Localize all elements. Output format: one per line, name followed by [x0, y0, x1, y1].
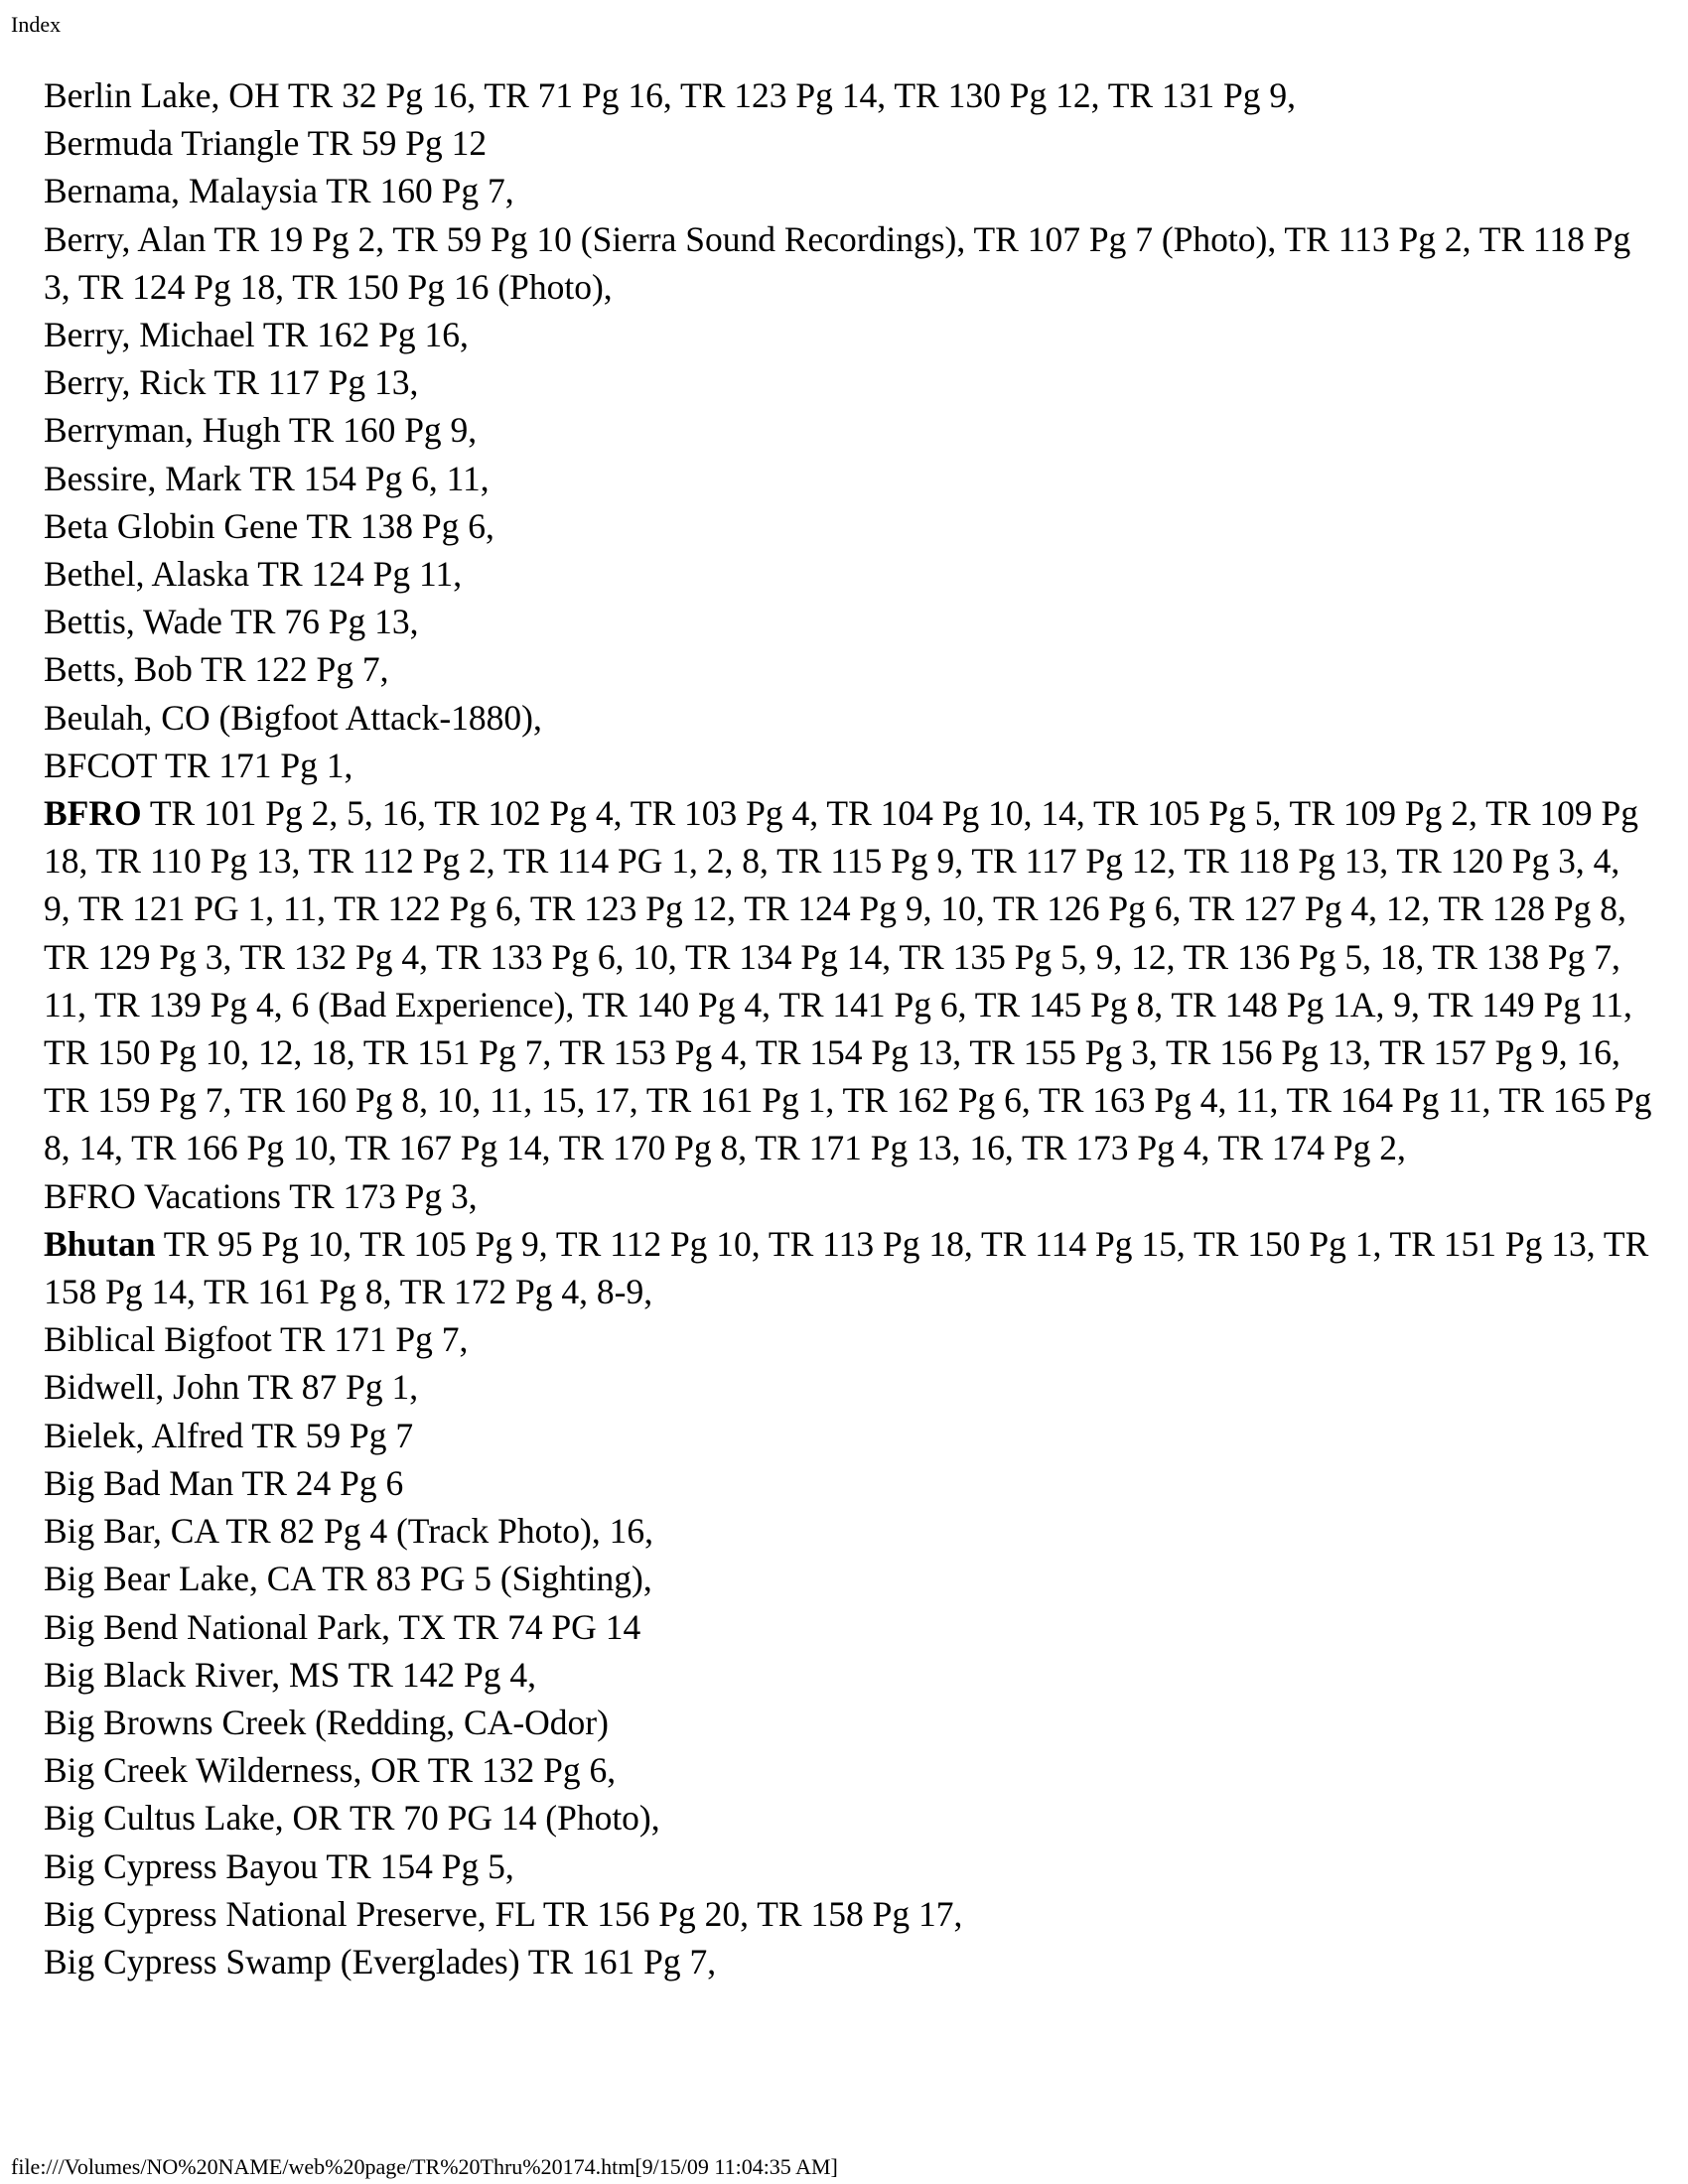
index-term: Berry, Rick	[44, 362, 207, 403]
index-entry	[44, 1843, 1652, 1890]
index-term: Bielek, Alfred	[44, 1415, 244, 1455]
index-references: TR 19 Pg 2, TR 59 Pg 10 (Sierra Sound Recordings), TR 107 Pg 7 (Photo), TR 113 Pg 2, TR 118 Pg 3, TR 124 Pg 18, TR 150 Pg 16 (Photo),	[44, 218, 1631, 307]
index-entry	[44, 789, 1652, 1172]
index-entry	[44, 311, 1652, 358]
index-term: Betts, Bob	[44, 649, 193, 690]
index-references: TR 154 Pg 5,	[318, 1845, 514, 1886]
index-term: Big Cypress National Preserve, FL	[44, 1893, 535, 1934]
index-entry	[44, 455, 1652, 502]
index-references: TR 101 Pg 2, 5, 16, TR 102 Pg 4, TR 103 Pg 4, TR 104 Pg 10, 14, TR 105 Pg 5, TR 109 Pg 2, TR 109 Pg 18, TR 110 Pg 13, TR 112 Pg 2, TR 114 PG 1, 2, 8, TR 115 Pg 9, TR 117 Pg 12, TR 118 Pg 13, TR 120 Pg 3, 4, 9, TR 121 PG 1, 11, TR 122 Pg 6, TR 123 Pg 12, TR 124 Pg 9, 10, TR 126 Pg 6, TR 127 Pg 4, 12, TR 128 Pg 8, TR 129 Pg 3, TR 132 Pg 4, TR 133 Pg 6, 10, TR 134 Pg 14, TR 135 Pg 5, 9, 12, TR 136 Pg 5, 18, TR 138 Pg 7, 11, TR 139 Pg 4, 6 (Bad Experience), TR 140 Pg 4, TR 141 Pg 6, TR 145 Pg 8, TR 148 Pg 1A, 9, TR 149 Pg 11, TR 150 Pg 10, 12, 18, TR 151 Pg 7, TR 153 Pg 4, TR 154 Pg 13, TR 155 Pg 3, TR 156 Pg 13, TR 157 Pg 9, 16, TR 159 Pg 7, TR 160 Pg 8, 10, 11, 15, 17, TR 161 Pg 1, TR 162 Pg 6, TR 163 Pg 4, 11, TR 164 Pg 11, TR 165 Pg 8, 14, TR 166 Pg 10, TR 167 Pg 14, TR 170 Pg 8, TR 171 Pg 13, 16, TR 173 Pg 4, TR 174 Pg 2,	[44, 793, 1652, 1168]
index-entry	[44, 1746, 1652, 1794]
index-references: TR 138 Pg 6,	[298, 505, 494, 546]
index-entry	[44, 1555, 1652, 1602]
index-references: TR 160 Pg 7,	[318, 171, 514, 211]
index-term: Bhutan	[44, 1223, 156, 1264]
index-term: BFCOT	[44, 745, 157, 785]
index-references: TR 32 Pg 16, TR 71 Pg 16, TR 123 Pg 14, TR 130 Pg 12, TR 131 Pg 9,	[279, 75, 1297, 115]
index-term: BFRO Vacations	[44, 1175, 281, 1216]
index-term: Bernama, Malaysia	[44, 171, 319, 211]
index-entry	[44, 1363, 1652, 1411]
index-references: TR 87 Pg 1,	[239, 1367, 419, 1408]
index-references: TR 82 Pg 4 (Track Photo), 16,	[217, 1511, 653, 1552]
index-references: TR 173 Pg 3,	[280, 1175, 478, 1216]
index-entry	[44, 1699, 1652, 1746]
index-references: TR 95 Pg 10, TR 105 Pg 9, TR 112 Pg 10, TR 113 Pg 18, TR 114 Pg 15, TR 150 Pg 1, TR 151 Pg 13, TR 158 Pg 14, TR 161 Pg 8, TR 172 Pg 4, 8-9,	[44, 1223, 1649, 1312]
index-entry	[44, 1315, 1652, 1363]
index-references: TR 160 Pg 9,	[280, 410, 478, 451]
index-references: TR 74 PG 14	[445, 1606, 641, 1647]
index-term: Big Creek Wilderness, OR	[44, 1750, 420, 1791]
index-entry	[44, 1459, 1652, 1507]
index-term: Bermuda Triangle	[44, 123, 300, 164]
index-references: TR 59 Pg 12	[299, 123, 488, 164]
index-term: Bettis, Wade	[44, 602, 222, 642]
index-term: Bidwell, John	[44, 1367, 240, 1408]
index-entry	[44, 694, 1652, 742]
index-references: TR 154 Pg 6, 11,	[241, 458, 490, 498]
index-entry	[44, 1651, 1652, 1699]
index-entry	[44, 1172, 1652, 1220]
index-entry	[44, 1938, 1652, 1985]
index-term: Biblical Bigfoot	[44, 1319, 272, 1360]
index-references: TR 132 Pg 6,	[419, 1750, 617, 1791]
index-references: TR 142 Pg 4,	[340, 1654, 536, 1695]
index-term: Berryman, Hugh	[44, 410, 281, 451]
index-term: Big Cypress Swamp (Everglades)	[44, 1941, 520, 1981]
index-entry	[44, 406, 1652, 454]
index-entry	[44, 502, 1652, 550]
index-entry	[44, 742, 1652, 789]
index-term: Big Bear Lake, CA	[44, 1559, 315, 1599]
index-references: TR 156 Pg 20, TR 158 Pg 17,	[534, 1893, 963, 1934]
index-entry	[44, 1890, 1652, 1938]
index-references: TR 122 Pg 7,	[192, 649, 389, 690]
index-term: Bessire, Mark	[44, 458, 242, 498]
page-footer-source-url: file:///Volumes/NO%20NAME/web%20page/TR%20Thru%20174.htm[9/15/09 11:04:35 AM]	[11, 2154, 838, 2179]
index-entry	[44, 71, 1652, 119]
index-term: Berry, Michael	[44, 315, 255, 355]
index-references: TR 24 Pg 6	[233, 1462, 404, 1503]
index-references: TR 171 Pg 7,	[271, 1319, 469, 1360]
index-entry	[44, 1603, 1652, 1651]
index-term: BFRO	[44, 793, 142, 834]
index-term: Big Bar, CA	[44, 1511, 218, 1552]
index-references: TR 70 PG 14 (Photo),	[341, 1798, 660, 1839]
index-term: Big Bad Man	[44, 1462, 234, 1503]
index-references: TR 83 PG 5 (Sighting),	[314, 1559, 652, 1599]
index-term: Beulah, CO (Bigfoot Attack-1880),	[44, 697, 542, 738]
index-term: Big Cultus Lake, OR	[44, 1798, 342, 1839]
index-entry	[44, 550, 1652, 598]
index-term: Big Cypress Bayou	[44, 1845, 319, 1886]
index-references: TR 162 Pg 16,	[254, 315, 469, 355]
index-term: Berlin Lake, OH	[44, 75, 280, 115]
index-entry	[44, 1220, 1652, 1315]
index-term: Berry, Alan	[44, 218, 207, 259]
index-references: TR 117 Pg 13,	[206, 362, 419, 403]
index-entry	[44, 119, 1652, 167]
index-references: TR 161 Pg 7,	[519, 1941, 717, 1981]
page-header: Index	[11, 12, 62, 37]
index-references: TR 59 Pg 7	[243, 1415, 414, 1455]
index-term: Big Black River, MS	[44, 1654, 341, 1695]
index-entry	[44, 1507, 1652, 1555]
index-term: Beta Globin Gene	[44, 505, 299, 546]
index-list	[44, 71, 1652, 1985]
index-references: TR 124 Pg 11,	[249, 554, 463, 595]
index-references: TR 76 Pg 13,	[221, 602, 419, 642]
index-entry	[44, 598, 1652, 645]
index-term: Big Bend National Park, TX	[44, 1606, 446, 1647]
index-entry	[44, 1412, 1652, 1459]
index-entry	[44, 167, 1652, 214]
index-references: TR 171 Pg 1,	[156, 745, 353, 785]
index-entry	[44, 1794, 1652, 1842]
index-entry	[44, 215, 1652, 311]
index-term: Big Browns Creek (Redding, CA-Odor)	[44, 1702, 609, 1742]
index-term: Bethel, Alaska	[44, 554, 250, 595]
index-entry	[44, 645, 1652, 693]
index-entry	[44, 358, 1652, 406]
